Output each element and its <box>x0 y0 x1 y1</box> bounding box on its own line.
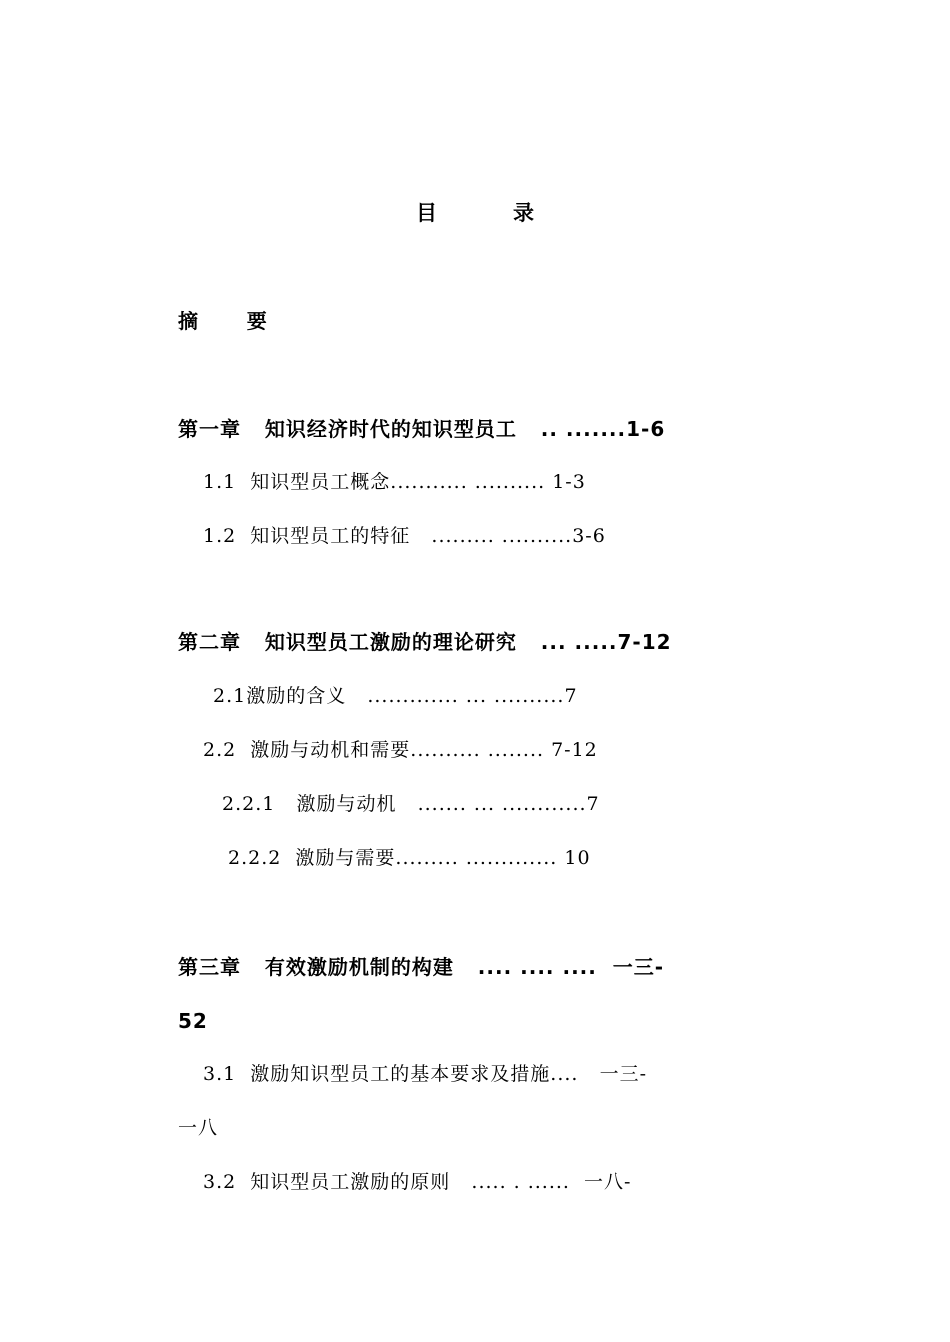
toc-chapter-2: 第二章 知识型员工激励的理论研究 ... .....7-12 <box>178 630 672 654</box>
toc-chapter-3-continued: 52 <box>178 1009 208 1033</box>
toc-section-3-1-continued: 一八 <box>178 1117 219 1139</box>
toc-section-3-2: 3.2 知识型员工激励的原则 ..... . ...... 一八- <box>203 1171 632 1193</box>
toc-section-1-1: 1.1 知识型员工概念........... .......... 1-3 <box>203 471 586 493</box>
toc-title-right: 录 <box>513 201 534 225</box>
toc-chapter-1: 第一章 知识经济时代的知识型员工 .. .......1-6 <box>178 417 666 441</box>
toc-title-left: 目 <box>416 201 437 225</box>
toc-section-1-2: 1.2 知识型员工的特征 ......... ..........3-6 <box>203 525 606 547</box>
abstract-heading: 摘 要 <box>178 309 268 333</box>
toc-section-2-2-1: 2.2.1 激励与动机 ....... ... ............7 <box>222 793 600 815</box>
toc-section-2-1: 2.1激励的含义 ............. ... ..........7 <box>213 685 578 707</box>
toc-chapter-3: 第三章 有效激励机制的构建 .... .... .... 一三- <box>178 955 665 979</box>
toc-section-3-1: 3.1 激励知识型员工的基本要求及措施.... 一三- <box>203 1063 647 1085</box>
toc-section-2-2: 2.2 激励与动机和需要.......... ........ 7-12 <box>203 739 598 761</box>
toc-section-2-2-2: 2.2.2 激励与需要......... ............. 10 <box>228 847 591 869</box>
